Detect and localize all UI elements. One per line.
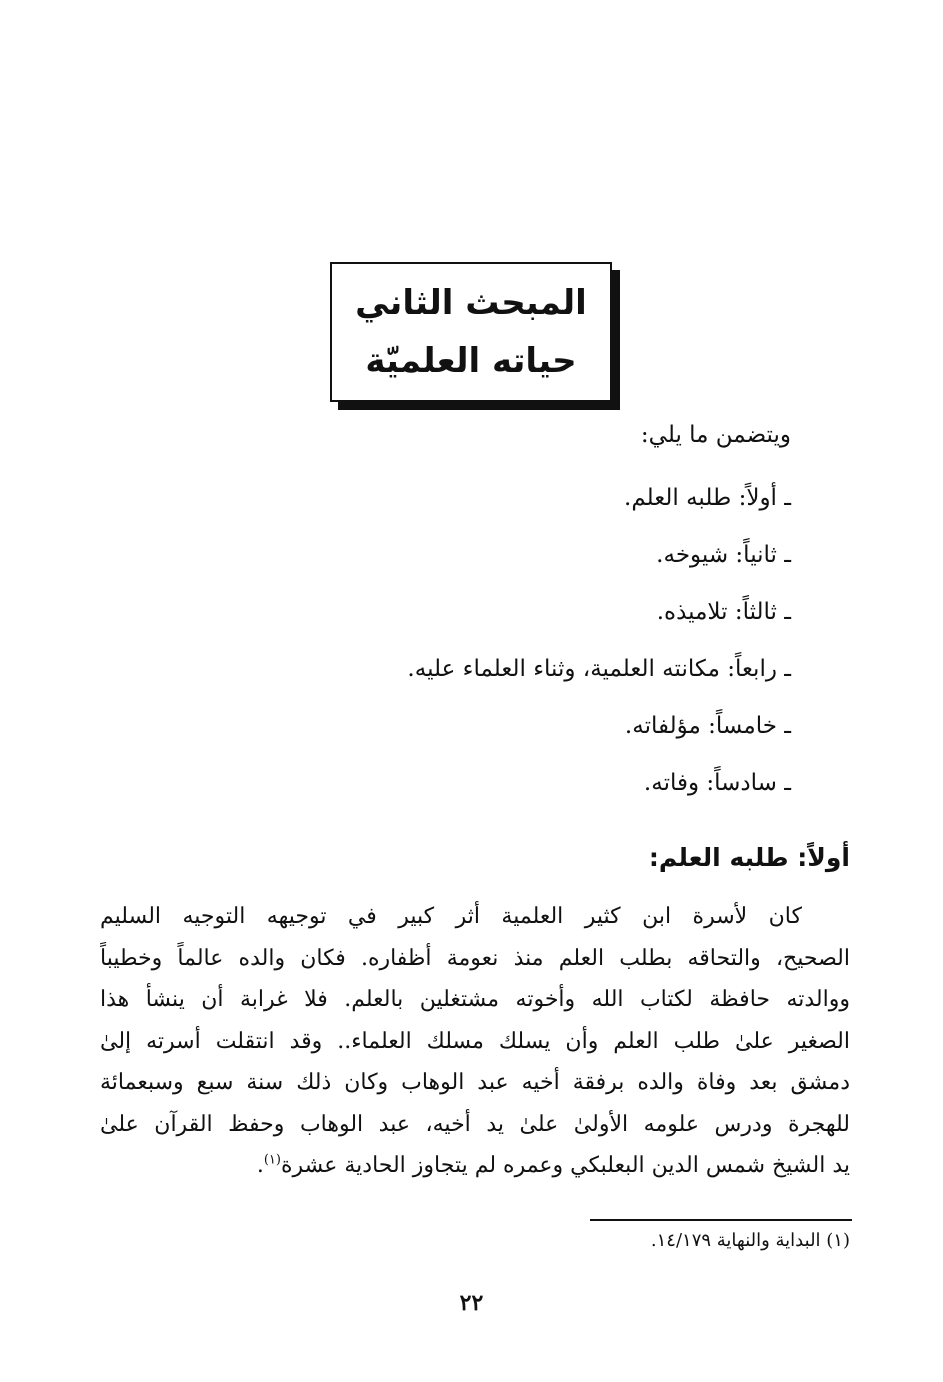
contents-item: ـ سادساً: وفاته. [643, 770, 791, 796]
contents-list [407, 478, 791, 820]
paragraph-line: ووالدته حافظة لكتاب الله وأخوته مشتغلين بالعلم. فلا غرابة أن ينشأ هذا [100, 987, 850, 1012]
contents-item: ـ ثالثاً: تلاميذه. [656, 599, 791, 625]
paragraph-line: كان لأسرة ابن كثير العلمية أثر كبير في توجيهه التوجيه السليم [100, 904, 802, 929]
paragraph-line: يد الشيخ شمس الدين البعلبكي وعمره لم يتجاوز الحادية عشرة [280, 1153, 850, 1178]
footnote-divider [590, 1219, 852, 1221]
contents-intro: ويتضمن ما يلي: [640, 422, 791, 448]
paragraph-line: للهجرة ودرس علومه الأولىٰ علىٰ يد أخيه، عبد الوهاب وحفظ القرآن علىٰ [100, 1111, 850, 1137]
contents-item: ـ أولاً: طلبه العلم. [624, 485, 791, 511]
contents-item: ـ خامساً: مؤلفاته. [624, 713, 791, 739]
paragraph-last-line: يد الشيخ شمس الدين البعلبكي وعمره لم يتجاوز الحادية عشرة$^{(١)}$. [256, 1152, 850, 1178]
chapter-title-line1: المبحث الثاني [355, 283, 587, 323]
footnote: (١) البداية والنهاية ١٤/١٧٩. [650, 1230, 850, 1251]
chapter-title-box [330, 262, 612, 402]
paragraph-line: الصغير علىٰ طلب العلم وأن يسلك مسلك العلماء.. وقد انتقلت أسرته إلىٰ [100, 1028, 850, 1054]
contents-item: ـ رابعاً: مكانته العلمية، وثناء العلماء عليه. [407, 656, 791, 682]
paragraph-line: الصحيح، والتحاقه بطلب العلم منذ نعومة أظفاره. فكان والده عالماً وخطيباً [100, 945, 850, 971]
chapter-title-line2: حياته العلميّة [365, 341, 577, 381]
page-number: ٢٢ [459, 1290, 484, 1316]
body-paragraph [100, 896, 850, 1187]
contents-item: ـ ثانياً: شيوخه. [656, 542, 791, 568]
paragraph-line: دمشق بعد وفاة والده برفقة أخيه عبد الوهاب وكان ذلك سنة سبع وسبعمائة [100, 1070, 850, 1095]
footnote-marker[interactable]: (١) [263, 1152, 281, 1168]
section-heading: أولاً: طلبه العلم: [648, 843, 850, 872]
